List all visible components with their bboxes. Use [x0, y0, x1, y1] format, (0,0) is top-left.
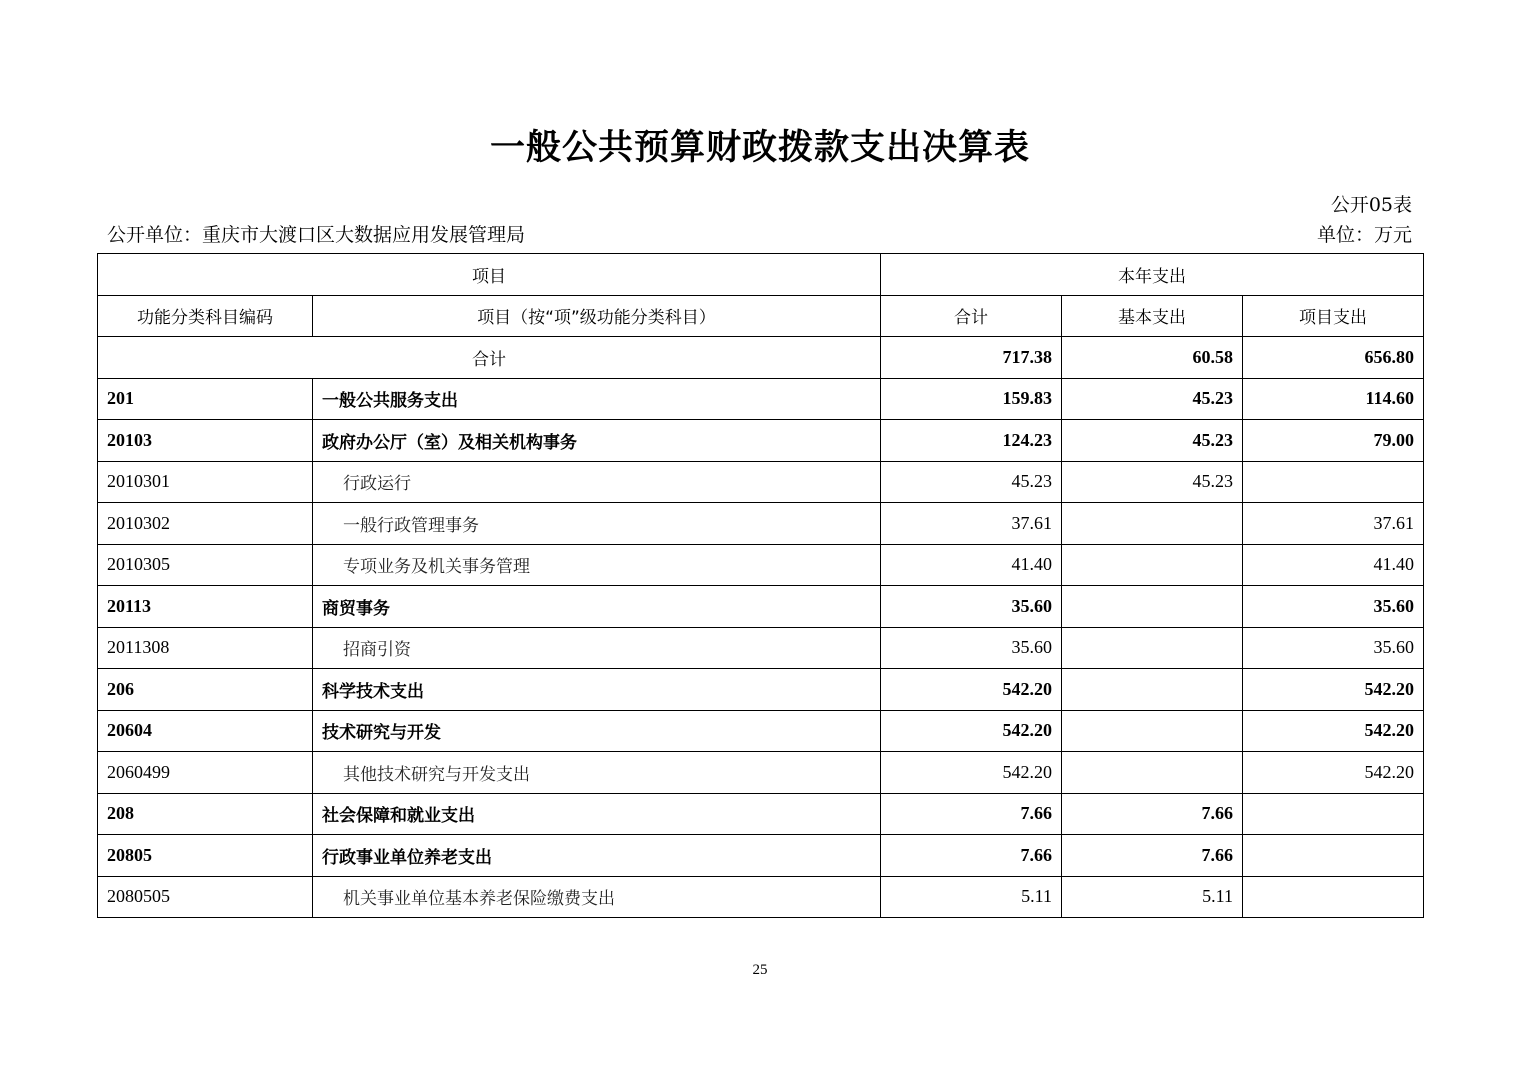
cell-basic: 45.23: [1062, 378, 1243, 420]
table-row: [98, 544, 1424, 586]
cell-code: 2080505: [98, 876, 313, 918]
table-row: [98, 420, 1424, 462]
cell-name: 社会保障和就业支出: [313, 793, 881, 835]
header-item: 项目（按“项”级功能分类科目）: [313, 295, 881, 337]
cell-basic: [1062, 669, 1243, 711]
cell-name: 商贸事务: [313, 586, 881, 628]
total-total: 717.38: [881, 337, 1062, 379]
cell-project: 35.60: [1243, 586, 1424, 628]
cell-total: 45.23: [881, 461, 1062, 503]
cell-total: 7.66: [881, 835, 1062, 877]
cell-total: 37.61: [881, 503, 1062, 545]
cell-basic: 5.11: [1062, 876, 1243, 918]
cell-project: [1243, 876, 1424, 918]
table-row: [98, 627, 1424, 669]
table-row: [98, 793, 1424, 835]
cell-basic: [1062, 586, 1243, 628]
header-project: 项目: [98, 254, 881, 296]
cell-project: [1243, 835, 1424, 877]
table-row: [98, 876, 1424, 918]
cell-total: 542.20: [881, 710, 1062, 752]
table-row: [98, 835, 1424, 877]
cell-code: 20103: [98, 420, 313, 462]
cell-project: 542.20: [1243, 710, 1424, 752]
cell-code: 2010302: [98, 503, 313, 545]
table-row: [98, 378, 1424, 420]
page-title: 一般公共预算财政拨款支出决算表: [489, 128, 1030, 168]
header-row-1: [98, 254, 1424, 296]
cell-project: 37.61: [1243, 503, 1424, 545]
cell-total: 7.66: [881, 793, 1062, 835]
cell-basic: 45.23: [1062, 420, 1243, 462]
cell-name: 技术研究与开发: [313, 710, 881, 752]
reporting-unit: 公开单位：重庆市大渡口区大数据应用发展管理局: [107, 224, 526, 246]
header-basic: 基本支出: [1062, 295, 1243, 337]
cell-code: 206: [98, 669, 313, 711]
cell-basic: 45.23: [1062, 461, 1243, 503]
cell-project: 79.00: [1243, 420, 1424, 462]
table-row: [98, 710, 1424, 752]
header-row-2: [98, 295, 1424, 337]
table-row: [98, 503, 1424, 545]
header-total: 合计: [881, 295, 1062, 337]
total-basic: 60.58: [1062, 337, 1243, 379]
cell-total: 542.20: [881, 669, 1062, 711]
cell-basic: 7.66: [1062, 835, 1243, 877]
cell-total: 5.11: [881, 876, 1062, 918]
header-code: 功能分类科目编码: [98, 295, 313, 337]
cell-name: 行政事业单位养老支出: [313, 835, 881, 877]
table-row: [98, 752, 1424, 794]
cell-name: 其他技术研究与开发支出: [313, 752, 881, 794]
cell-code: 20113: [98, 586, 313, 628]
cell-name: 一般公共服务支出: [313, 378, 881, 420]
total-label: 合计: [98, 337, 881, 379]
cell-basic: [1062, 627, 1243, 669]
cell-code: 2010301: [98, 461, 313, 503]
table-row: [98, 669, 1424, 711]
cell-code: 20604: [98, 710, 313, 752]
cell-project: [1243, 461, 1424, 503]
cell-code: 2011308: [98, 627, 313, 669]
cell-project: [1243, 793, 1424, 835]
cell-total: 159.83: [881, 378, 1062, 420]
cell-code: 201: [98, 378, 313, 420]
expenditure-table: [97, 253, 1424, 918]
cell-basic: 7.66: [1062, 793, 1243, 835]
page-number: 25: [752, 962, 768, 978]
table-row: [98, 586, 1424, 628]
cell-name: 招商引资: [313, 627, 881, 669]
cell-total: 35.60: [881, 627, 1062, 669]
cell-name: 机关事业单位基本养老保险缴费支出: [313, 876, 881, 918]
cell-total: 542.20: [881, 752, 1062, 794]
form-number: 公开05表: [1330, 194, 1412, 216]
cell-code: 20805: [98, 835, 313, 877]
currency-unit: 单位：万元: [1316, 224, 1412, 246]
cell-project: 35.60: [1243, 627, 1424, 669]
cell-name: 政府办公厅（室）及相关机构事务: [313, 420, 881, 462]
cell-code: 2060499: [98, 752, 313, 794]
cell-name: 行政运行: [313, 461, 881, 503]
cell-project: 41.40: [1243, 544, 1424, 586]
cell-name: 专项业务及机关事务管理: [313, 544, 881, 586]
cell-total: 124.23: [881, 420, 1062, 462]
cell-basic: [1062, 503, 1243, 545]
cell-code: 2010305: [98, 544, 313, 586]
cell-basic: [1062, 752, 1243, 794]
cell-name: 科学技术支出: [313, 669, 881, 711]
cell-total: 35.60: [881, 586, 1062, 628]
cell-name: 一般行政管理事务: [313, 503, 881, 545]
cell-basic: [1062, 544, 1243, 586]
cell-basic: [1062, 710, 1243, 752]
cell-total: 41.40: [881, 544, 1062, 586]
header-project-expenditure: 项目支出: [1243, 295, 1424, 337]
header-current-year: 本年支出: [881, 254, 1424, 296]
total-project: 656.80: [1243, 337, 1424, 379]
cell-project: 114.60: [1243, 378, 1424, 420]
cell-code: 208: [98, 793, 313, 835]
table-row: [98, 461, 1424, 503]
cell-project: 542.20: [1243, 752, 1424, 794]
total-row: [98, 337, 1424, 379]
cell-project: 542.20: [1243, 669, 1424, 711]
